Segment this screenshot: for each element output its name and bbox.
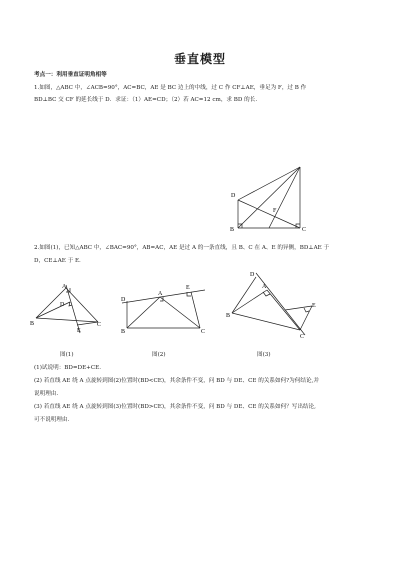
figure2a-diagram [28,278,108,338]
problem1-line2: BD⊥BC 交 CF 的延长线于 D．求证：（1）AE=CD；（2）若 AC=12 cm，求 BD 的长. [34,97,258,103]
fig2c-label-D: D [250,272,255,278]
figure2a-caption: 图(1) [60,352,74,358]
fig2a-label-D: D [60,302,65,308]
fig2a-label-B: B [30,321,35,327]
fig2b-label-A: A [158,291,163,297]
fig2b-label-C: C [201,329,206,335]
problem1-line1: 1.如图，△ABC 中，∠ACB=90°，AC=BC，AE 是 BC 边上的中线，过 C 作 CF⊥AE，垂足为 F，过 B 作 [34,85,307,91]
question-3-line2: 可不说明理由. [34,417,70,423]
fig1-label-C: C [302,227,307,233]
fig1-label-F: F [273,208,277,214]
figure1-diagram [225,160,315,235]
problem2-line2: D，CE⊥AE 于 E. [34,258,81,264]
fig2b-label-E: E [186,285,190,291]
question-2-line2: 说明理由. [34,391,59,397]
fig2a-label-E: E [77,328,81,334]
figure2b-caption: 图(2) [152,352,166,358]
figure2b-diagram [118,278,213,338]
fig2b-label-D: D [121,297,126,303]
fig1-label-D: D [231,193,236,199]
fig2a-label-A: A [62,284,67,290]
fig2c-label-A: A [262,284,267,290]
question-3-line1: (3) 若直线 AE 绕 A 点旋转到图(3)位置时(BD>CE)，其余条件不变，问 BD 与 DE、CE 的关系如何？写出结论, [34,404,316,410]
fig1-label-B: B [230,227,235,233]
figure2c-caption: 图(3) [257,352,271,358]
fig2b-label-B: B [121,329,126,335]
section-heading: 考点一：利用垂直证明角相等 [34,72,107,78]
page-title: 垂直模型 [173,52,226,66]
problem2-line1: 2.如图(1)，已知△ABC 中，∠BAC=90°，AB=AC，AE 是过 A 的一条直线，且 B、C 在 A、E 的异侧，BD⊥AE 于 [34,245,330,251]
fig2c-label-B: B [226,313,231,319]
figure2c-diagram [225,266,320,341]
question-2-line1: (2) 若直线 AE 绕 A 点旋转到图(2)位置时(BD<CE)，其余条件不变，问 BD 与 DE、CE 的关系如何?为何结论,并 [34,378,319,384]
fig2c-label-E: E [312,303,316,309]
question-1: (1)试说明：BD=DE+CE. [34,365,101,371]
fig2c-label-C: C [300,334,305,340]
fig2a-label-C: C [97,322,102,328]
